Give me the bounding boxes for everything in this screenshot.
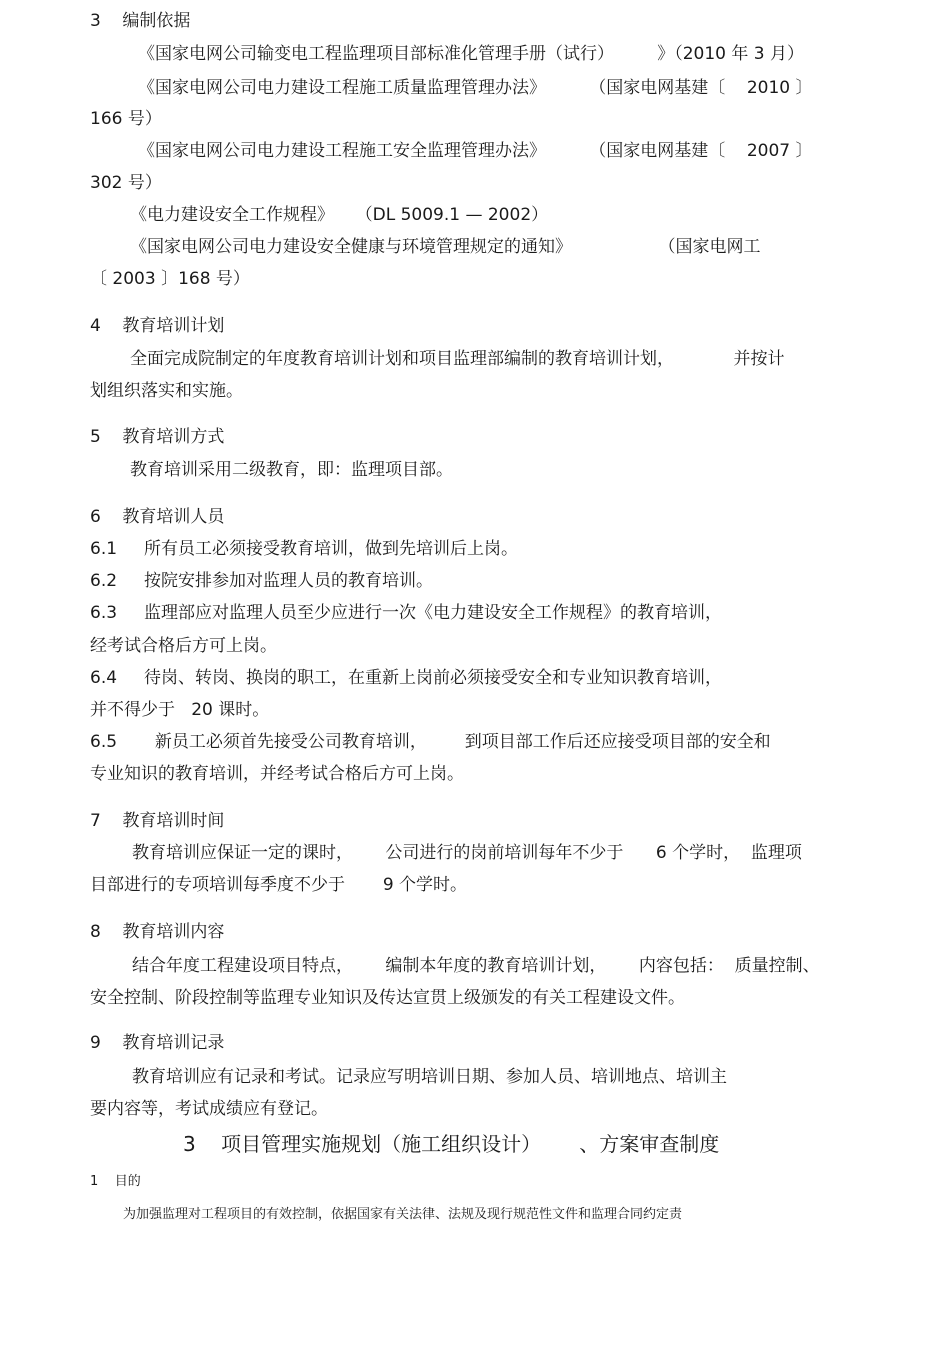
basis-line: 《电力建设安全工作规程》 （DL 5009.1 — 2002） [130, 205, 549, 225]
content-line: 安全控制、阶段控制等监理专业知识及传达宣贯上级颁发的有关工程建设文件。 [90, 988, 685, 1008]
method-line: 教育培训采用二级教育，即：监理项目部。 [130, 460, 453, 480]
chapter-sub-heading: 1 目的 [90, 1174, 141, 1189]
section-heading-content: 8 教育培训内容 [90, 922, 225, 942]
section-heading-method: 5 教育培训方式 [90, 427, 225, 447]
personnel-line: 专业知识的教育培训，并经考试合格后方可上岗。 [90, 764, 464, 784]
basis-line: 〔 2003 〕168 号） [90, 269, 250, 289]
personnel-line: 6.1 所有员工必须接受教育培训，做到先培训后上岗。 [90, 539, 519, 559]
personnel-line: 6.5 新员工必须首先接受公司教育培训， 到项目部工作后还应接受项目部的安全和 [90, 732, 771, 752]
time-line: 目部进行的专项培训每季度不少于 9 个学时。 [90, 875, 468, 895]
plan-line: 全面完成院制定的年度教育培训计划和项目监理部编制的教育培训计划， 并按计 [130, 349, 785, 369]
personnel-line: 6.4 待岗、转岗、换岗的职工，在重新上岗前必须接受安全和专业知识教育培训， [90, 668, 723, 688]
basis-line: 《国家电网公司电力建设安全健康与环境管理规定的通知》 （国家电网工 [130, 237, 761, 257]
time-line: 教育培训应保证一定的课时， 公司进行的岗前培训每年不少于 6 个学时， 监理项 [132, 843, 802, 863]
plan-line: 划组织落实和实施。 [90, 381, 243, 401]
chapter-title: 3 项目管理实施规划（施工组织设计） 、方案审查制度 [183, 1132, 720, 1156]
basis-line: 《国家电网公司输变电工程监理项目部标准化管理手册（试行） 》（2010 年 3 月） [138, 44, 805, 64]
section-heading-basis: 3 编制依据 [90, 11, 191, 31]
content-line: 结合年度工程建设项目特点， 编制本年度的教育培训计划， 内容包括： 质量控制、 [132, 956, 820, 976]
section-heading-plan: 4 教育培训计划 [90, 316, 225, 336]
personnel-line: 经考试合格后方可上岗。 [90, 636, 277, 656]
section-heading-time: 7 教育培训时间 [90, 811, 225, 831]
records-line: 要内容等，考试成绩应有登记。 [90, 1099, 328, 1119]
section-heading-personnel: 6 教育培训人员 [90, 507, 225, 527]
basis-line: 302 号） [90, 173, 162, 193]
basis-line: 166 号） [90, 109, 162, 129]
chapter-sub-text: 为加强监理对工程项目的有效控制，依据国家有关法律、法规及现行规范性文件和监理合同约定责 [123, 1207, 683, 1222]
section-heading-records: 9 教育培训记录 [90, 1033, 225, 1053]
basis-line: 《国家电网公司电力建设工程施工安全监理管理办法》 （国家电网基建〔 2007 〕 [138, 141, 813, 161]
personnel-line: 并不得少于 20 课时。 [90, 700, 270, 720]
personnel-line: 6.3 监理部应对监理人员至少应进行一次《电力建设安全工作规程》的教育培训， [90, 603, 723, 623]
records-line: 教育培训应有记录和考试。记录应写明培训日期、参加人员、培训地点、培训主 [132, 1067, 727, 1087]
basis-line: 《国家电网公司电力建设工程施工质量监理管理办法》 （国家电网基建〔 2010 〕 [138, 78, 813, 98]
personnel-line: 6.2 按院安排参加对监理人员的教育培训。 [90, 571, 434, 591]
